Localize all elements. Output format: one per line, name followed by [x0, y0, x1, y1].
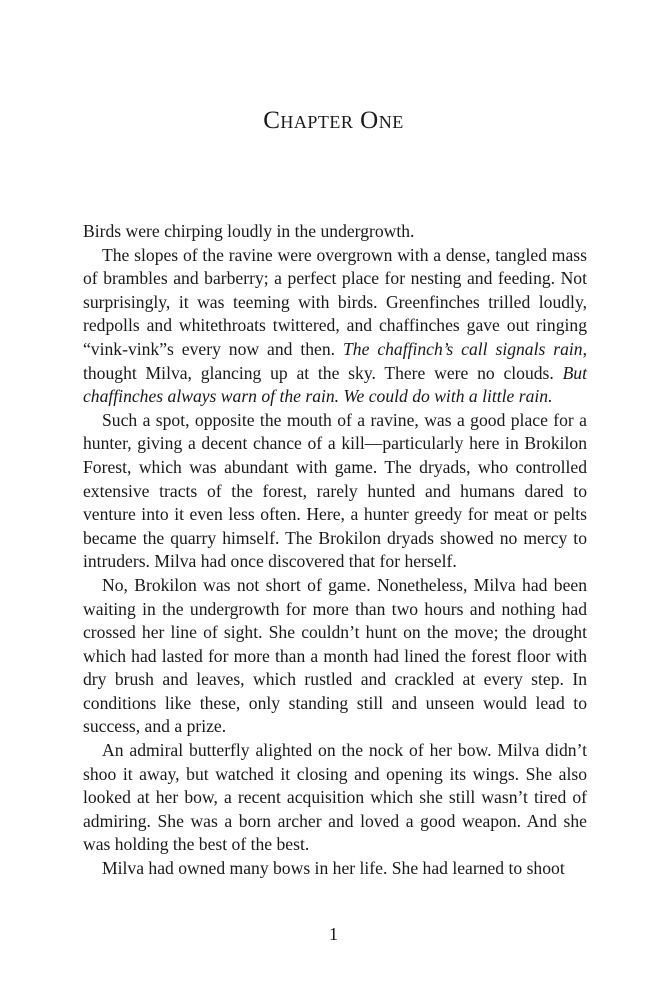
paragraph-4: No, Brokilon was not short of game. Nonetheless, Milva had been waiting in the undergrowth for more than two hours and nothing had crossed her line of sight. She couldn’t hunt on the move; the drought which had lasted for more than a month had lined the forest floor with dry brush and leaves, which rustled and crackled at every step. In conditions like these, only standing still and unseen would lead to success, and a prize.: [83, 574, 587, 737]
paragraph-3: Such a spot, opposite the mouth of a ravine, was a good place for a hunter, giving a decent chance of a kill—particularly here in Brokilon Forest, which was abundant with game. The dryads, who controlled extensive tracts of the forest, rarely hunted and humans dared to venture into it even less often. Here, a hunter greedy for meat or pelts became the quarry himself. The Brokilon dryads showed no mercy to intruders. Milva had once discovered that for herself.: [83, 409, 587, 572]
chapter-title: Chapter One: [263, 107, 404, 134]
paragraph-2: [83, 244, 587, 409]
page-number: 1: [329, 924, 338, 944]
paragraph-6: Milva had owned many bows in her life. She had learned to shoot: [102, 858, 565, 879]
chapter-body: [83, 220, 587, 881]
paragraph-2-italic-thought: The chaffinch’s call signals rain: [343, 338, 583, 359]
paragraph-2-text-a: The slopes of the ravine were overgrown with a dense, tangled mass of brambles and barberry; a perfect place for nesting and feeding. Not surprisingly, it was teeming with birds. Greenfinches trilled loudly, redpolls and whitethroats twittered, and chaffinches gave out ringing “vink-vink”s every now and then.: [83, 244, 587, 359]
paragraph-1: Birds were chirping loudly in the undergrowth.: [83, 221, 415, 241]
paragraph-5: An admiral butterfly alighted on the nock of her bow. Milva didn’t shoo it away, but watched it closing and opening its wings. She also looked at her bow, a recent acquisition which she still wasn’t tired of admiring. She was a born archer and loved a good weapon. And she was holding the best of the best.: [83, 740, 587, 855]
paragraph-2-text-c: , thought Milva, glancing up at the sky. There were no clouds.: [83, 338, 587, 383]
paragraph-2-italic-rain: But chaffinches always warn of the rain. We could do with a little rain.: [83, 362, 587, 407]
